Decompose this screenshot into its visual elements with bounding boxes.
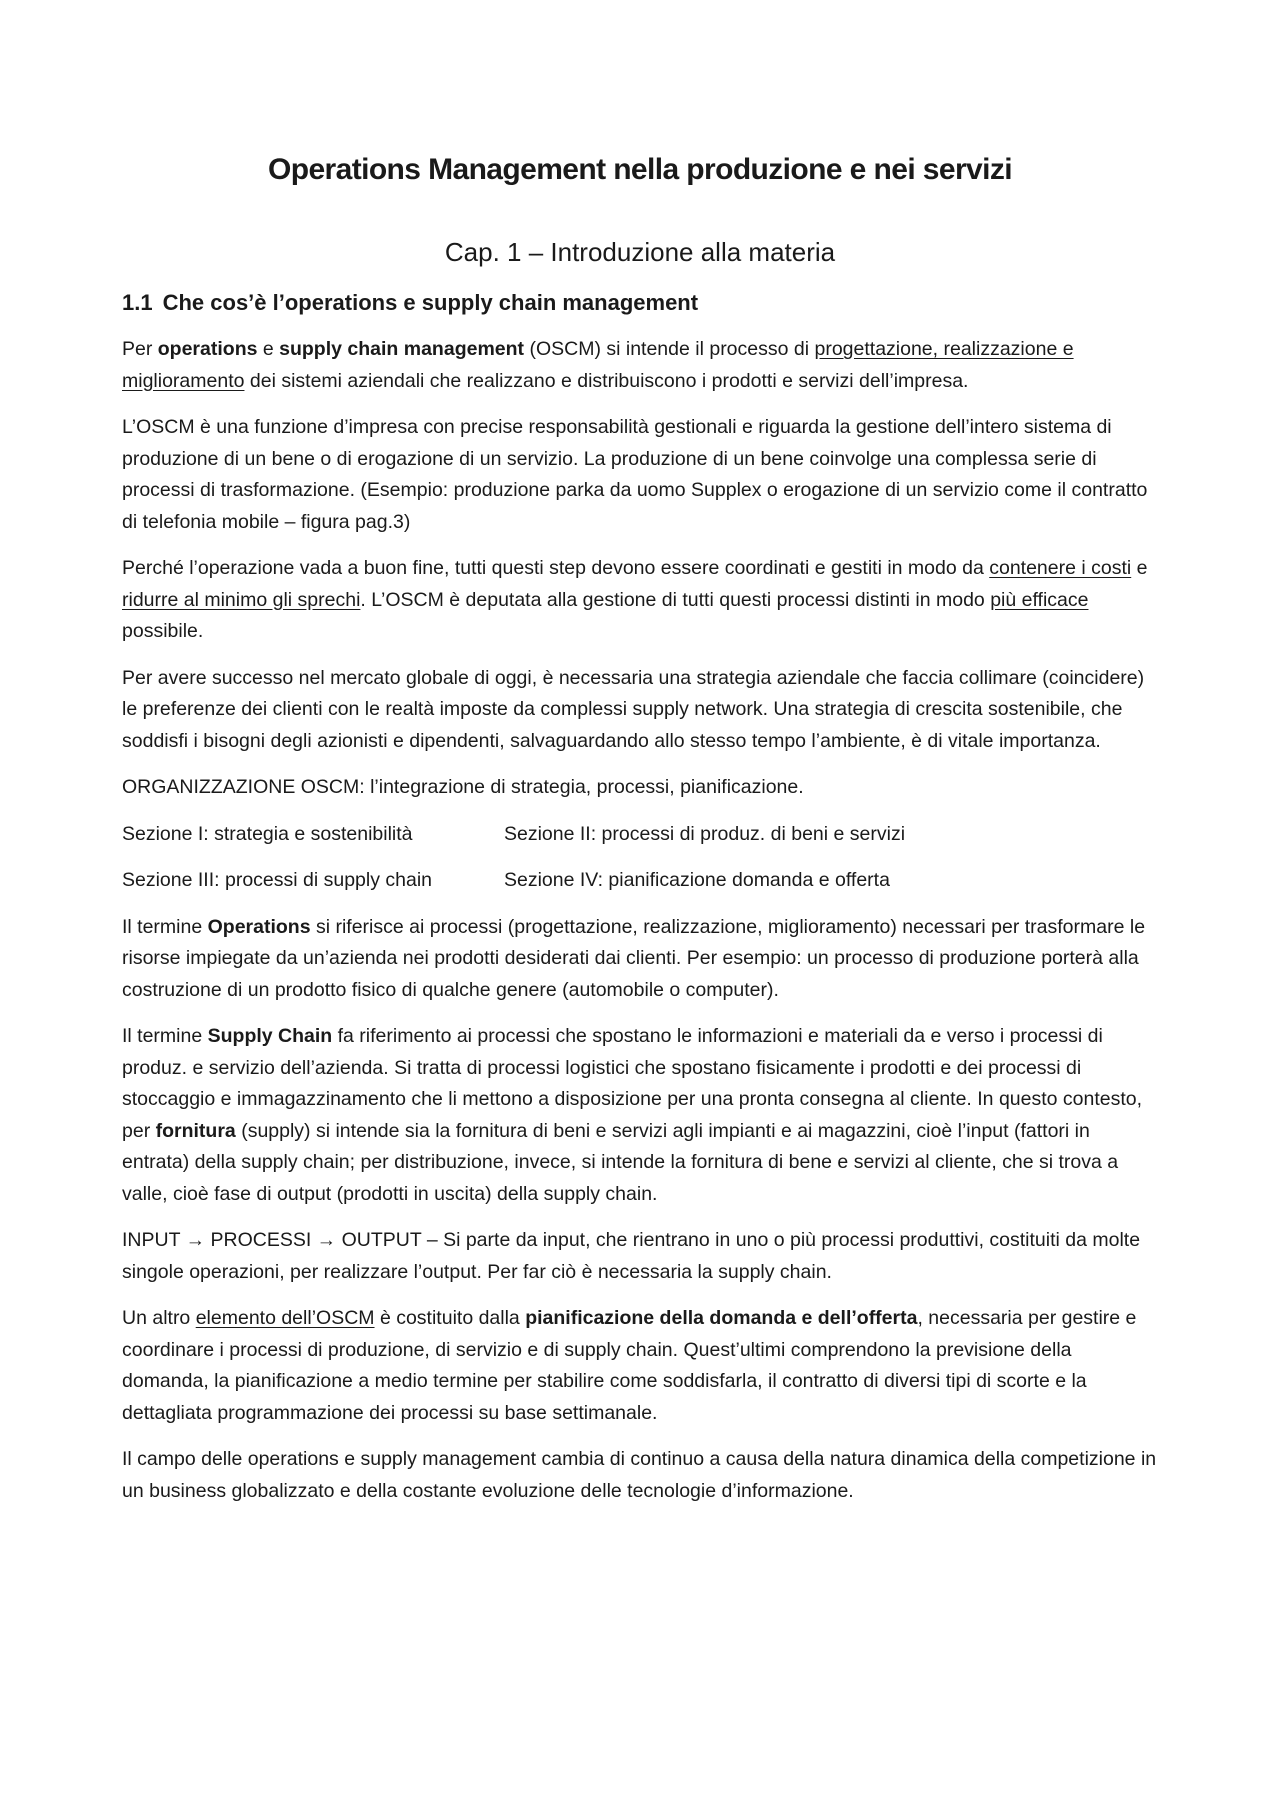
text-run: dei sistemi aziendali che realizzano e distribuiscono i prodotti e servizi dell’impresa.	[244, 369, 969, 392]
text-run: fa riferimento ai processi che spostano le informazioni e materiali da e verso i processi di produz. e servizio dell’azienda. Si tratta di processi logistici che spostano fisicamente i prodotti e dei processi di stoccaggio e immagazzinamento che li mettono a disposizione per una pronta consegna al cliente. In questo contesto, per	[122, 1025, 1143, 1142]
bold-term: supply chain management	[279, 338, 525, 360]
chapter-title: Cap. 1 – Introduzione alla materia	[444, 237, 836, 267]
text-run: Il termine	[122, 915, 208, 938]
text-run: (OSCM) si intende il processo di	[524, 338, 815, 360]
text-run: possibile.	[122, 620, 204, 642]
paragraph-planning	[122, 1303, 1158, 1429]
underlined-term: progettazione, realizzazione e miglioramento	[122, 338, 1074, 392]
text-run: . L’OSCM è deputata alla gestione di tutti questi processi distinti in modo	[360, 588, 991, 611]
text-run: si riferisce ai processi (progettazione, realizzazione, miglioramento) necessari per trasformare le risorse impiegate da un’azienda nei prodotti desiderati dai clienti. Per esempio: un processo di produzione porterà alla costruzione di un prodotto fisico di qualche genere (automobile o computer).	[122, 915, 1146, 1001]
paragraph-oscm-definition	[122, 334, 1158, 397]
paragraph-dynamic-field: Il campo delle operations e supply management cambia di continuo a causa della natura dinamica della competizione in un business globalizzato e della costante evoluzione delle tecnologie d’informazione.	[122, 1448, 1157, 1502]
section-item: Sezione I: strategia e sostenibilità	[122, 822, 413, 845]
underlined-term: ridurre al minimo gli sprechi	[122, 588, 361, 611]
text-run: Il termine	[122, 1025, 208, 1047]
text-run: e	[1131, 557, 1148, 579]
bold-term: Operations	[207, 915, 311, 938]
underlined-term: elemento dell’OSCM	[195, 1307, 375, 1329]
bold-term: operations	[157, 338, 258, 360]
section-title: Che cos’è l’operations e supply chain management	[162, 290, 699, 315]
paragraph-input-output: INPUT → PROCESSI → OUTPUT – Si parte da input, che rientrano in uno o più processi produttivi, costituiti da molte singole operazioni, per realizzare l’output. Per far ciò è necessaria la supply chain.	[122, 1229, 1141, 1283]
paragraph-organization: ORGANIZZAZIONE OSCM: l’integrazione di strategia, processi, pianificazione.	[122, 776, 804, 798]
paragraph-operations-term	[122, 912, 1158, 1007]
bold-term: Supply Chain	[207, 1025, 333, 1047]
text-run: (supply) si intende sia la fornitura di beni e servizi agli impianti e ai magazzini, cioè l’input (fattori in entrata) della supply chain; per distribuzione, invece, si intende la fornitura di bene e servizi al cliente, che si trova a valle, cioè fase di output (prodotti in uscita) della supply chain.	[122, 1119, 1119, 1205]
bold-term: pianificazione della domanda e dell’offerta	[525, 1307, 918, 1329]
paragraph-coordination	[122, 553, 1158, 648]
paragraph-supply-chain-term	[122, 1021, 1158, 1210]
section-heading	[122, 288, 1158, 318]
underlined-term: più efficace	[990, 588, 1089, 611]
text-run: Perché l’operazione vada a buon fine, tutti questi step devono essere coordinati e gestiti in modo da	[122, 557, 990, 579]
text-run: , necessaria per gestire e coordinare i processi di produzione, di servizio e di supply chain. Quest’ultimi comprendono la previsione della domanda, la pianificazione a medio termine per stabilire come soddisfarla, il contratto di diversi tipi di scorte e la dettagliata programmazione dei processi su base settimanale.	[122, 1307, 1137, 1424]
sections-list	[122, 819, 1158, 897]
text-run: Per	[122, 338, 158, 360]
text-run: Un altro	[122, 1307, 196, 1329]
bold-term: fornitura	[155, 1119, 236, 1142]
section-item: Sezione IV: pianificazione domanda e offerta	[504, 869, 890, 891]
paragraph-global-market: Per avere successo nel mercato globale di oggi, è necessaria una strategia aziendale che faccia collimare (coincidere) le preferenze dei clienti con le realtà imposte da complessi supply network. Una strategia di crescita sostenibile, che soddisfi i bisogni degli azionisti e dipendenti, salvaguardando allo stesso tempo l’ambiente, è di vitale importanza.	[122, 666, 1145, 752]
section-number: 1.1	[122, 290, 153, 315]
document-title: Operations Management nella produzione e nei servizi	[268, 153, 1012, 186]
paragraph-oscm-function: L’OSCM è una funzione d’impresa con precise responsabilità gestionali e riguarda la gestione dell’intero sistema di produzione di un bene o di erogazione di un servizio. La produzione di un bene coinvolge una complessa serie di processi di trasformazione. (Esempio: produzione parka da uomo Supplex o erogazione di un servizio come il contratto di telefonia mobile – figura pag.3)	[122, 416, 1148, 533]
section-item: Sezione II: processi di produz. di beni e servizi	[504, 822, 906, 845]
section-item: Sezione III: processi di supply chain	[122, 869, 433, 891]
text-run: e	[257, 338, 280, 360]
underlined-term: contenere i costi	[989, 557, 1132, 579]
text-run: è costituito dalla	[374, 1307, 526, 1329]
